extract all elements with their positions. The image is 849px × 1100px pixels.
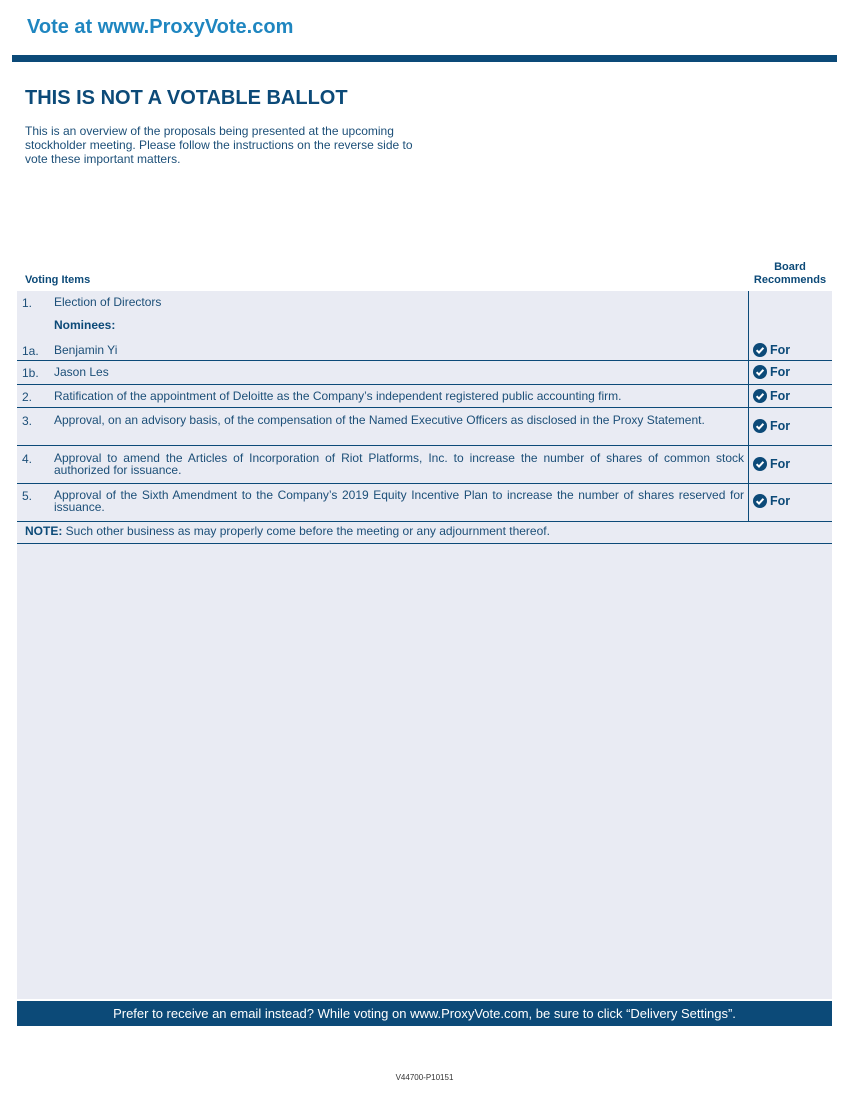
recommendation-label: For bbox=[770, 343, 791, 357]
check-circle-icon bbox=[753, 419, 767, 433]
header-rule bbox=[12, 55, 837, 62]
note-label: NOTE: bbox=[25, 524, 63, 538]
table-row bbox=[17, 408, 832, 446]
recommendation-label: For bbox=[770, 389, 791, 403]
nominees-label: Nominees: bbox=[54, 318, 116, 332]
check-circle-icon bbox=[753, 494, 767, 508]
check-circle-icon bbox=[753, 343, 767, 357]
recommendation bbox=[753, 494, 790, 508]
document-code: V44700-P10151 bbox=[395, 1073, 454, 1082]
item-number: 5. bbox=[22, 489, 33, 503]
check-circle-icon bbox=[753, 457, 767, 471]
item-text: Jason Les bbox=[54, 365, 109, 379]
recommendation bbox=[753, 457, 790, 471]
table-row bbox=[17, 446, 832, 484]
board-recommends-header bbox=[748, 261, 832, 287]
page-title: THIS IS NOT A VOTABLE BALLOT bbox=[25, 87, 348, 109]
item-text: Benjamin Yi bbox=[54, 343, 118, 357]
item-number: 1b. bbox=[22, 366, 39, 380]
item-text: Ratification of the appointment of Deloitte as the Company’s independent registered public accounting firm. bbox=[54, 389, 622, 403]
proxyvote-link[interactable]: Vote at www.ProxyVote.com bbox=[27, 16, 294, 38]
voting-items-header: Voting Items bbox=[25, 274, 91, 286]
item-number: 3. bbox=[22, 414, 33, 428]
table-row bbox=[17, 296, 832, 316]
table-row bbox=[17, 385, 832, 408]
board-recommends-line1: Board bbox=[774, 261, 806, 273]
recommendation bbox=[753, 343, 790, 357]
recommendation-label: For bbox=[770, 365, 791, 379]
note-text bbox=[25, 525, 825, 537]
table-row bbox=[17, 319, 832, 339]
table-row bbox=[17, 341, 832, 361]
item-text: Approval to amend the Articles of Incorporation of Riot Platforms, Inc. to increase the number of shares of common stock authorized for issuance. bbox=[54, 451, 744, 477]
item-text: Approval, on an advisory basis, of the compensation of the Named Executive Officers as disclosed in the Proxy Statement. bbox=[54, 413, 705, 427]
check-circle-icon bbox=[753, 365, 767, 379]
recommendation bbox=[753, 365, 790, 379]
board-recommends-line2: Recommends bbox=[753, 274, 827, 286]
recommendation-label: For bbox=[770, 494, 791, 508]
table-row bbox=[17, 361, 832, 385]
table-row bbox=[17, 484, 832, 522]
note-body: Such other business as may properly come before the meeting or any adjournment thereof. bbox=[62, 524, 550, 538]
item-number: 4. bbox=[22, 452, 33, 466]
check-circle-icon bbox=[753, 389, 767, 403]
item-number: 2. bbox=[22, 390, 33, 404]
note-row bbox=[17, 521, 832, 544]
recommendation-label: For bbox=[770, 419, 791, 433]
item-text: Election of Directors bbox=[54, 295, 162, 309]
delivery-settings-banner: Prefer to receive an email instead? While voting on www.ProxyVote.com, be sure to click “Delivery Settings”. bbox=[17, 1001, 832, 1026]
recommendation bbox=[753, 419, 790, 433]
intro-text: This is an overview of the proposals being presented at the upcoming stockholder meeting. Please follow the instructions on the reverse side to vote these important matters. bbox=[25, 124, 413, 166]
item-number: 1. bbox=[22, 296, 33, 310]
item-number: 1a. bbox=[22, 344, 39, 358]
item-text: Approval of the Sixth Amendment to the Company’s 2019 Equity Incentive Plan to increase the number of shares reserved for issuance. bbox=[54, 488, 744, 514]
recommendation-label: For bbox=[770, 457, 791, 471]
column-divider bbox=[748, 291, 749, 521]
recommendation bbox=[753, 389, 790, 403]
